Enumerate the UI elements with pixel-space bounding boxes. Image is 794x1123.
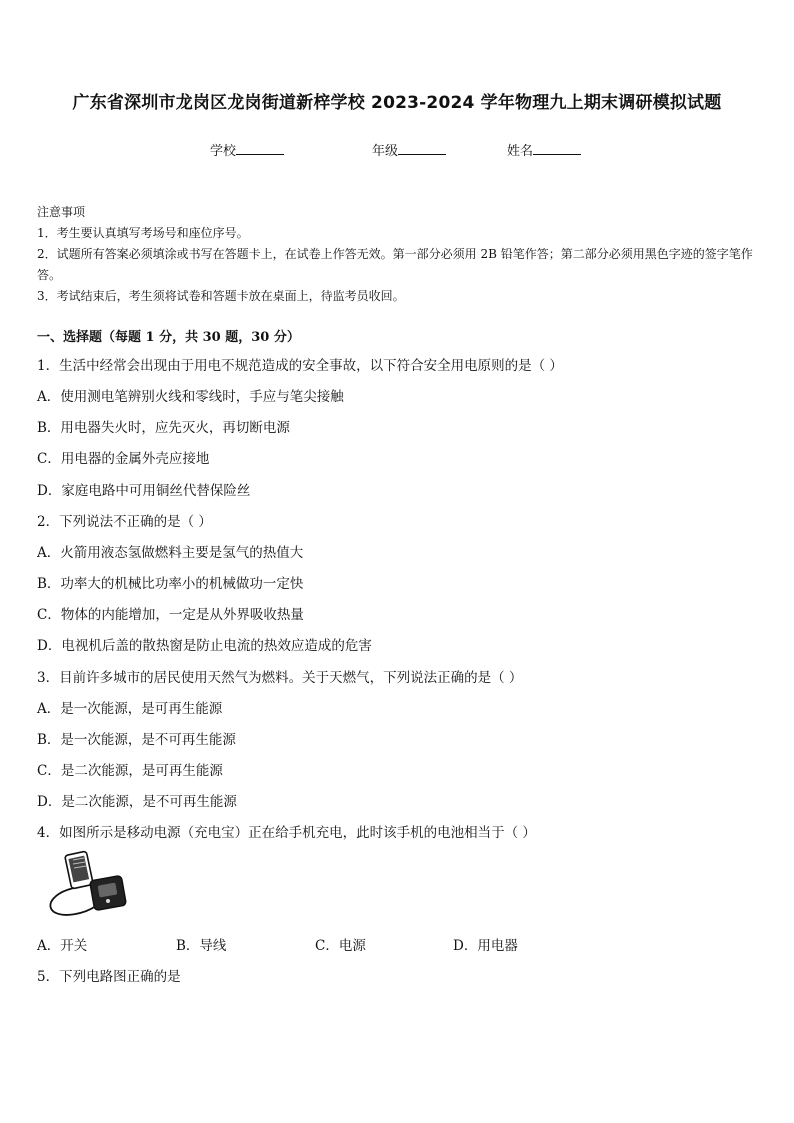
answer-option[interactable]: C．电源 [315, 938, 366, 954]
answer-option[interactable]: D．是二次能源，是不可再生能源 [37, 794, 237, 810]
answer-option[interactable]: C．物体的内能增加，一定是从外界吸收热量 [37, 607, 304, 623]
name-blank[interactable] [533, 142, 581, 155]
note-item: 3．考试结束后，考生须将试卷和答题卡放在桌面上，待监考员收回。 [37, 289, 405, 303]
school-field[interactable] [210, 140, 284, 159]
phone-icon [65, 851, 94, 889]
charging-cable [50, 888, 96, 915]
page-title: 广东省深圳市龙岗区龙岗街道新梓学校 2023-2024 学年物理九上期末调研模拟试题 [72, 93, 722, 113]
question-stem: 5．下列电路图正确的是 [37, 969, 181, 985]
answer-option[interactable]: B．是一次能源，是不可再生能源 [37, 732, 236, 748]
answer-option[interactable]: A．是一次能源，是可再生能源 [37, 701, 223, 717]
answer-option[interactable]: A．开关 [37, 938, 88, 954]
notes-block [37, 202, 759, 307]
school-label: 学校 [210, 144, 237, 159]
answer-option[interactable]: B．导线 [176, 938, 227, 954]
answer-option[interactable]: B．功率大的机械比功率小的机械做功一定快 [37, 576, 304, 592]
answer-option[interactable]: D．电视机后盖的散热窗是防止电流的热效应造成的危害 [37, 638, 372, 654]
name-field[interactable] [507, 140, 581, 159]
answer-option[interactable]: D．用电器 [453, 938, 518, 954]
question-stem: 3．目前许多城市的居民使用天然气为燃料。关于天燃气，下列说法正确的是（ ） [37, 670, 523, 686]
question-stem: 4．如图所示是移动电源（充电宝）正在给手机充电，此时该手机的电池相当于（ ） [37, 825, 536, 841]
answer-option[interactable]: C．用电器的金属外壳应接地 [37, 451, 210, 467]
student-info-row [0, 140, 794, 160]
notes-heading: 注意事项 [37, 205, 86, 219]
section-header: 一、选择题（每题 1 分，共 30 题，30 分） [37, 330, 300, 345]
answer-option[interactable]: C．是二次能源，是可再生能源 [37, 763, 223, 779]
question-stem: 1．生活中经常会出现由于用电不规范造成的安全事故，以下符合安全用电原则的是（ ） [37, 358, 563, 374]
name-label: 姓名 [507, 144, 534, 159]
power-bank-icon [90, 875, 127, 910]
note-item: 2．试题所有答案必须填涂或书写在答题卡上，在试卷上作答无效。第一部分必须用 2B 铅笔作答；第二部分必须用黑色字迹的签字笔作答。 [37, 247, 753, 282]
answer-option[interactable]: D．家庭电路中可用铜丝代替保险丝 [37, 483, 251, 499]
grade-field[interactable] [372, 140, 446, 159]
school-blank[interactable] [236, 142, 284, 155]
power-bank-phone-figure [44, 850, 130, 920]
answer-option[interactable]: A．火箭用液态氢做燃料主要是氢气的热值大 [37, 545, 304, 561]
answer-option[interactable]: B．用电器失火时，应先灭火，再切断电源 [37, 420, 290, 436]
grade-label: 年级 [372, 144, 399, 159]
note-item: 1．考生要认真填写考场号和座位序号。 [37, 226, 249, 240]
answer-option[interactable]: A．使用测电笔辨别火线和零线时，手应与笔尖接触 [37, 389, 344, 405]
question-stem: 2．下列说法不正确的是（ ） [37, 514, 212, 530]
grade-blank[interactable] [398, 142, 446, 155]
